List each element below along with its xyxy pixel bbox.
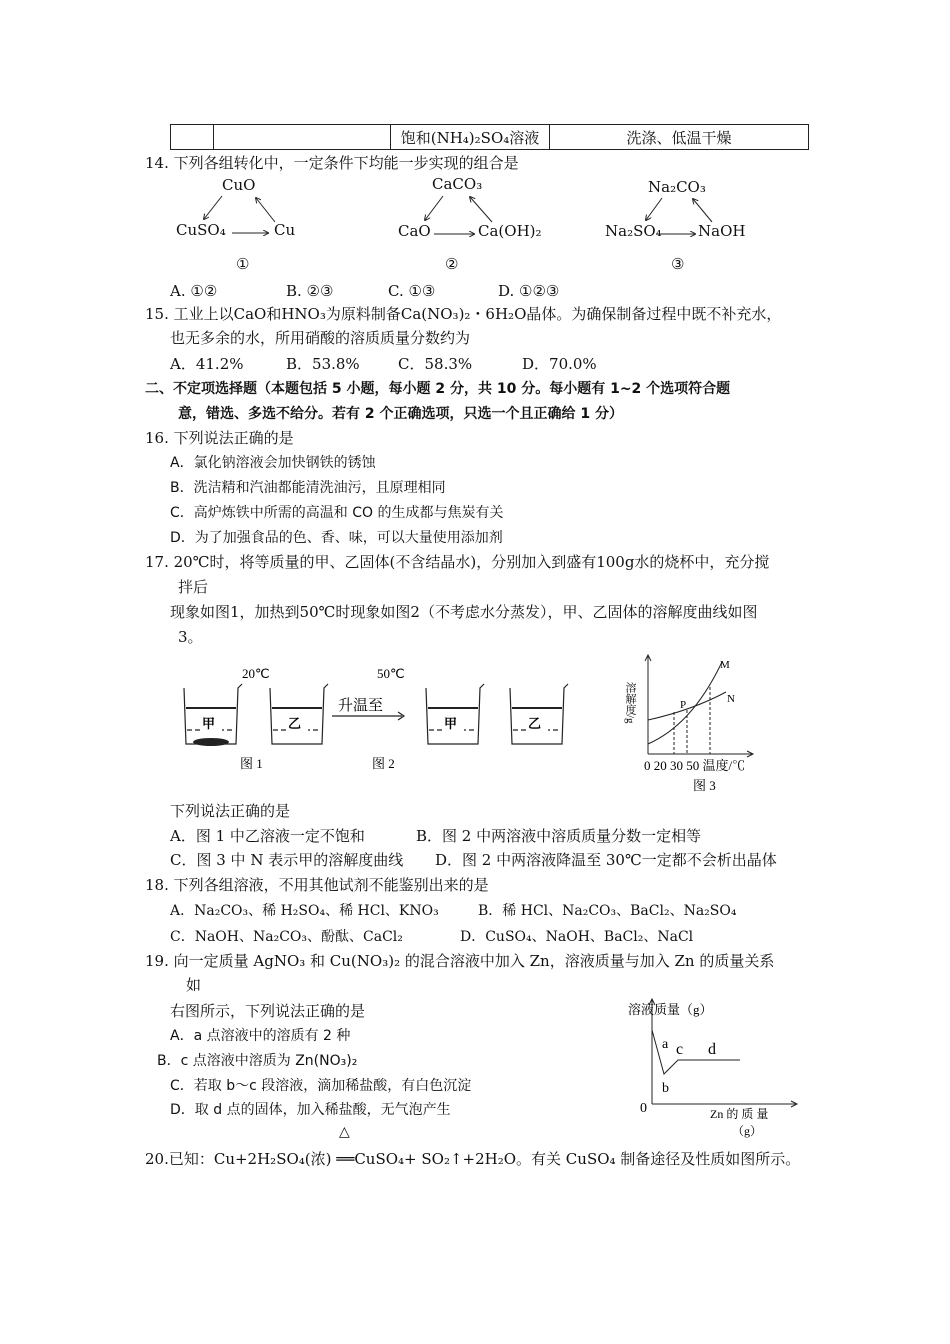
q15-option-c: C．58.3% bbox=[398, 355, 473, 373]
q19-stem-1: 19. 向一定质量 AgNO₃ 和 Cu(NO₃)₂ 的混合溶液中加入 Zn，溶液质量与加入 Zn 的质量关系 bbox=[145, 952, 775, 970]
q14-option-d: D. ①②③ bbox=[498, 282, 560, 300]
q17-label-n: N bbox=[727, 693, 735, 705]
q15-option-a: A．41.2% bbox=[170, 355, 244, 373]
q17-beaker4-label: 乙 bbox=[528, 716, 542, 731]
q17-stem-2: 拌后 bbox=[178, 578, 209, 596]
q14-g1-right: Cu bbox=[274, 221, 296, 239]
section2-title: 二、不定项选择题（本题包括 5 小题，每小题 2 分，共 10 分。每小题有 1~2 个选项符合题 bbox=[145, 381, 731, 397]
q18-option-c: C．NaOH、Na₂CO₃、酚酞、CaCl₂ bbox=[170, 929, 403, 945]
q17-label-m: M bbox=[720, 659, 730, 671]
q20-stem: 20.已知：Cu+2H₂SO₄(浓) ══CuSO₄+ SO₂↑+2H₂O。有关 CuSO₄ 制备途径及性质如图所示。 bbox=[145, 1150, 801, 1168]
q19-option-a: A．a 点溶液中的溶质有 2 种 bbox=[170, 1028, 351, 1044]
q14-g1-top: CuO bbox=[222, 176, 256, 194]
q15-option-b: B．53.8% bbox=[286, 355, 360, 373]
q14-option-a: A. ①② bbox=[170, 282, 218, 300]
q14-g2-top: CaCO₃ bbox=[432, 175, 483, 193]
q16-option-d: D．为了加强食品的色、香、味，可以大量使用添加剂 bbox=[170, 530, 503, 546]
q19-origin: 0 bbox=[640, 1101, 647, 1116]
q14-g2-num: ② bbox=[445, 255, 459, 273]
q17-stem-1: 17. 20℃时，将等质量的甲、乙固体(不含结晶水)，分别加入到盛有100g水的烧杯中，充分搅 bbox=[145, 553, 770, 571]
q19-graph-xunit: （g） bbox=[732, 1124, 763, 1138]
q17-stem-4: 3。 bbox=[178, 628, 203, 646]
q15-option-d: D．70.0% bbox=[522, 355, 597, 373]
q19-graph-ylabel: 溶液质量（g） bbox=[628, 1002, 713, 1017]
q18-option-a: A．Na₂CO₃、稀 H₂SO₄、稀 HCl、KNO₃ bbox=[170, 903, 439, 919]
q17-beaker3-label: 甲 bbox=[444, 716, 458, 731]
q18-stem: 18. 下列各组溶液，不用其他试剂不能鉴别出来的是 bbox=[145, 876, 489, 894]
q19-option-b: B．c 点溶液中溶质为 Zn(NO₃)₂ bbox=[157, 1053, 358, 1069]
q17-graph-ylabel: 溶解度/g bbox=[624, 682, 636, 724]
q14-option-c: C. ①③ bbox=[388, 282, 436, 300]
q17-option-b: B．图 2 中两溶液中溶质质量分数一定相等 bbox=[416, 827, 702, 845]
q17-label-50c: 50℃ bbox=[377, 666, 405, 681]
section2-note: 意，错选、多选不给分。若有 2 个正确选项，只选一个且正确给 1 分） bbox=[178, 406, 623, 422]
q17-beaker-figure bbox=[170, 660, 600, 780]
q14-g2-left: CaO bbox=[398, 222, 431, 240]
q17-option-a: A．图 1 中乙溶液一定不饱和 bbox=[170, 827, 365, 845]
q20-heat-symbol: △ bbox=[339, 1124, 350, 1140]
q14-arrows bbox=[0, 0, 950, 300]
q17-option-c: C．图 3 中 N 表示甲的溶解度曲线 bbox=[170, 851, 404, 869]
q19-point-c: c bbox=[676, 1041, 684, 1058]
q17-fig3-caption: 图 3 bbox=[693, 778, 716, 793]
q19-stem-3: 右图所示，下列说法正确的是 bbox=[170, 1002, 366, 1020]
q17-fig1-caption: 图 1 bbox=[240, 756, 263, 771]
q19-option-c: C．若取 b～c 段溶液，滴加稀盐酸，有白色沉淀 bbox=[170, 1078, 472, 1094]
q19-graph bbox=[620, 996, 810, 1141]
q19-stem-2: 如 bbox=[186, 976, 202, 994]
q17-heat-label: 升温至 bbox=[338, 698, 384, 714]
q17-ask: 下列说法正确的是 bbox=[170, 802, 291, 820]
q18-option-d: D．CuSO₄、NaOH、BaCl₂、NaCl bbox=[460, 929, 694, 945]
q19-point-d: d bbox=[708, 1041, 716, 1058]
q17-label-20c: 20℃ bbox=[242, 666, 270, 681]
q14-stem: 14. 下列各组转化中，一定条件下均能一步实现的组合是 bbox=[145, 154, 519, 172]
q17-solubility-graph bbox=[620, 652, 780, 800]
q14-g3-left: Na₂SO₄ bbox=[605, 222, 662, 240]
q14-g3-top: Na₂CO₃ bbox=[648, 178, 706, 196]
q19-graph-xlabel: Zn 的 质 量 bbox=[710, 1107, 769, 1121]
q14-g2-right: Ca(OH)₂ bbox=[478, 222, 542, 240]
q17-stem-3: 现象如图1，加热到50℃时现象如图2（不考虑水分蒸发），甲、乙固体的溶解度曲线如图 bbox=[170, 603, 758, 621]
q17-label-p: P bbox=[680, 699, 687, 711]
q17-graph-xaxis: 0 20 30 50 温度/℃ bbox=[644, 758, 746, 773]
q15-stem-1: 15. 工业上以CaO和HNO₃为原料制备Ca(NO₃)₂・6H₂O晶体。为确保制备过程中既不补充水， bbox=[145, 305, 782, 323]
table-cell-4: 洗涤、低温干燥 bbox=[550, 125, 809, 150]
q14-option-b: B. ②③ bbox=[286, 282, 334, 300]
q17-fig2-caption: 图 2 bbox=[372, 756, 395, 771]
q19-option-d: D．取 d 点的固体，加入稀盐酸，无气泡产生 bbox=[170, 1102, 451, 1118]
q16-option-a: A．氯化钠溶液会加快钢铁的锈蚀 bbox=[170, 455, 376, 471]
q17-beaker1-label: 甲 bbox=[202, 716, 216, 731]
q19-point-b: b bbox=[662, 1081, 669, 1096]
q19-point-a: a bbox=[662, 1037, 669, 1052]
q14-g3-num: ③ bbox=[671, 255, 685, 273]
q17-beaker2-label: 乙 bbox=[288, 716, 302, 731]
q16-option-c: C．高炉炼铁中所需的高温和 CO 的生成都与焦炭有关 bbox=[170, 505, 504, 521]
q16-stem: 16. 下列说法正确的是 bbox=[145, 429, 294, 447]
q17-option-d: D．图 2 中两溶液降温至 30℃一定都不会析出晶体 bbox=[435, 851, 777, 869]
q16-option-b: B．洗洁精和汽油都能清洗油污，且原理相同 bbox=[170, 480, 446, 496]
table-cell-3: 饱和(NH₄)₂SO₄溶液 bbox=[391, 125, 550, 150]
q14-g1-left: CuSO₄ bbox=[176, 221, 226, 239]
q14-g3-right: NaOH bbox=[698, 222, 746, 240]
q14-g1-num: ① bbox=[236, 255, 250, 273]
q18-option-b: B．稀 HCl、Na₂CO₃、BaCl₂、Na₂SO₄ bbox=[478, 903, 737, 919]
q15-stem-2: 也无多余的水，所用硝酸的溶质质量分数约为 bbox=[170, 329, 471, 347]
